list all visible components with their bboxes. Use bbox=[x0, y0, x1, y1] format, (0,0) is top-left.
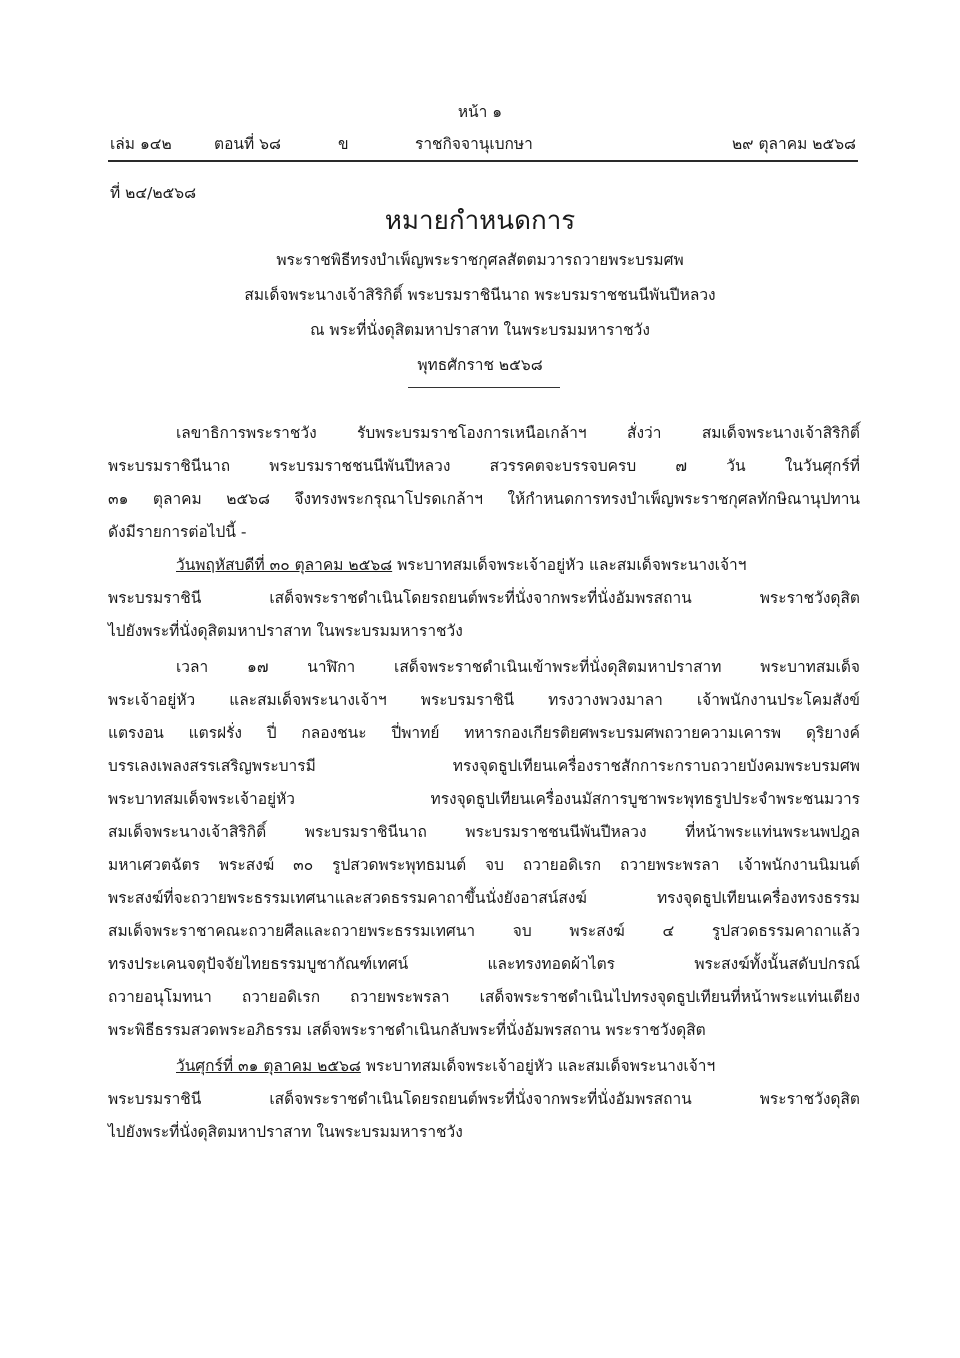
publication-date: ๒๙ ตุลาคม ๒๕๖๘ bbox=[731, 135, 856, 153]
day1-line: ไปยังพระที่นั่งดุสิตมหาปราสาท ในพระบรมมหาราชวัง bbox=[108, 622, 463, 640]
time-line: พระพิธีธรรมสวดพระอภิธรรม เสด็จพระราชดำเนินกลับพระที่นั่งอัมพรสถาน พระราชวังดุสิต bbox=[108, 1021, 706, 1039]
document-title: หมายกำหนดการ bbox=[384, 206, 576, 236]
subtitle-line: พุทธศักราช ๒๕๖๘ bbox=[417, 356, 543, 374]
day2-line bbox=[176, 1056, 860, 1076]
time-line: พระเจ้าอยู่หัว และสมเด็จพระนางเจ้าฯ พระบรมราชินี ทรงวางพวงมาลา เจ้าพนักงานประโคมสังข์ bbox=[108, 691, 860, 709]
time-line: พระสงฆ์ที่จะถวายพระธรรมเทศนาและสวดธรรมคาถาขึ้นนั่งยังอาสน์สงฆ์ ทรงจุดธูปเทียนเครื่องทรงธรรม bbox=[108, 889, 860, 907]
day1-heading: วันพฤหัสบดีที่ ๓๐ ตุลาคม ๒๕๖๘ bbox=[176, 556, 393, 574]
section-suffix: ข bbox=[338, 135, 349, 153]
intro-line: เลขาธิการพระราชวัง รับพระบรมราชโองการเหนือเกล้าฯ สั่งว่า สมเด็จพระนางเจ้าสิริกิติ์ bbox=[176, 424, 860, 442]
volume-number: เล่ม ๑๔๒ bbox=[110, 135, 172, 153]
subtitle-line: สมเด็จพระนางเจ้าสิริกิติ์ พระบรมราชินีนาถ พระบรมราชชนนีพันปีหลวง bbox=[244, 286, 716, 304]
time-line: สมเด็จพระนางเจ้าสิริกิติ์ พระบรมราชินีนาถ พระบรมราชชนนีพันปีหลวง ที่หน้าพระแท่นพระนพปฎล bbox=[108, 823, 860, 841]
day2-line: ไปยังพระที่นั่งดุสิตมหาปราสาท ในพระบรมมหาราชวัง bbox=[108, 1123, 463, 1141]
time-line: บรรเลงเพลงสรรเสริญพระบารมี ทรงจุดธูปเทียนเครื่องราชสักการะกราบถวายบังคมพระบรมศพ bbox=[108, 757, 860, 775]
header-rule bbox=[108, 160, 858, 162]
day2-line: พระบรมราชินี เสด็จพระราชดำเนินโดยรถยนต์พระที่นั่งจากพระที่นั่งอัมพรสถาน พระราชวังดุสิต bbox=[108, 1090, 860, 1108]
day1-line: พระบรมราชินี เสด็จพระราชดำเนินโดยรถยนต์พระที่นั่งจากพระที่นั่งอัมพรสถาน พระราชวังดุสิต bbox=[108, 589, 860, 607]
day2-heading: วันศุกร์ที่ ๓๑ ตุลาคม ๒๕๖๘ bbox=[176, 1057, 361, 1075]
subtitle-line: พระราชพิธีทรงบำเพ็ญพระราชกุศลสัตตมวารถวายพระบรมศพ bbox=[276, 251, 684, 269]
day1-line bbox=[176, 555, 860, 575]
intro-line: พระบรมราชินีนาถ พระบรมราชชนนีพันปีหลวง สวรรคตจะบรรจบครบ ๗ วัน ในวันศุกร์ที่ bbox=[108, 457, 860, 475]
subtitle-line: ณ พระที่นั่งดุสิตมหาปราสาท ในพระบรมมหาราชวัง bbox=[310, 321, 650, 339]
page-number: หน้า ๑ bbox=[457, 103, 503, 121]
day2-text: พระบาทสมเด็จพระเจ้าอยู่หัว และสมเด็จพระนางเจ้าฯ bbox=[360, 1057, 716, 1075]
time-line: สมเด็จพระราชาคณะถวายศีลและถวายพระธรรมเทศนา จบ พระสงฆ์ ๔ รูปสวดธรรมคาถาแล้ว bbox=[108, 922, 860, 940]
intro-line: ดังมีรายการต่อไปนี้ - bbox=[108, 523, 247, 541]
publication-name: ราชกิจจานุเบกษา bbox=[415, 135, 533, 153]
time-line: เวลา ๑๗ นาฬิกา เสด็จพระราชดำเนินเข้าพระที่นั่งดุสิตมหาปราสาท พระบาทสมเด็จ bbox=[176, 658, 860, 676]
document-number: ที่ ๒๔/๒๕๖๘ bbox=[110, 184, 197, 202]
section-number: ตอนที่ ๖๘ bbox=[214, 135, 281, 153]
day1-text: พระบาทสมเด็จพระเจ้าอยู่หัว และสมเด็จพระนางเจ้าฯ bbox=[392, 556, 747, 574]
intro-line: ๓๑ ตุลาคม ๒๕๖๘ จึงทรงพระกรุณาโปรดเกล้าฯ ให้กำหนดการทรงบำเพ็ญพระราชกุศลทักษิณานุปทาน bbox=[108, 490, 860, 508]
time-line: ทรงประเคนจตุปัจจัยไทยธรรมบูชากัณฑ์เทศน์ และทรงทอดผ้าไตร พระสงฆ์ทั้งนั้นสดับปกรณ์ bbox=[108, 955, 860, 973]
time-line: พระบาทสมเด็จพระเจ้าอยู่หัว ทรงจุดธูปเทียนเครื่องนมัสการบูชาพระพุทธรูปประจำพระชนมวาร bbox=[108, 790, 860, 808]
title-divider bbox=[408, 387, 560, 388]
time-line: ถวายอนุโมทนา ถวายอดิเรก ถวายพระพรลา เสด็จพระราชดำเนินไปทรงจุดธูปเทียนที่หน้าพระแท่นเตียง bbox=[108, 988, 860, 1006]
time-line: มหาเศวตฉัตร พระสงฆ์ ๓๐ รูปสวดพระพุทธมนต์ จบ ถวายอดิเรก ถวายพระพรลา เจ้าพนักงานนิมนต์ bbox=[108, 856, 860, 874]
time-line: แตรงอน แตรฝรั่ง ปี่ กลองชนะ ปี่พาทย์ ทหารกองเกียรติยศพระบรมศพถวายความเคารพ ดุริยางค์ bbox=[108, 724, 860, 742]
